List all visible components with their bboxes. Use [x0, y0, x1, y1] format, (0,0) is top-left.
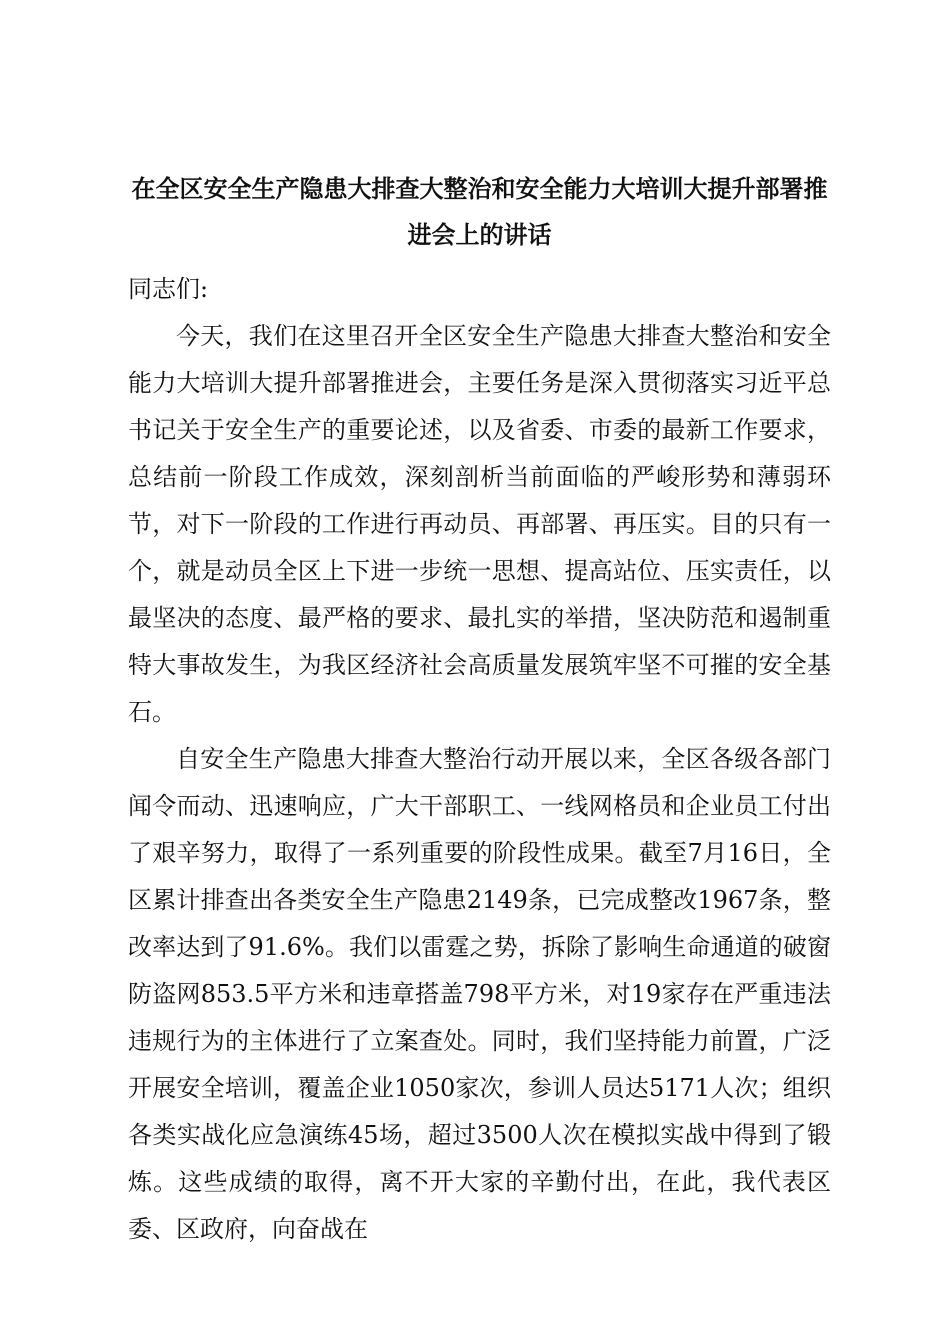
body-paragraph-2: 自安全生产隐患大排查大整治行动开展以来，全区各级各部门闻令而动、迅速响应，广大干部职工、一线网格员和企业员工付出了艰辛努力，取得了一系列重要的阶段性成果。截至7月16日，全区累计排查出各类安全生产隐患2149条，已完成整改1967条，整改率达到了91.6%。我们以雷霆之势，拆除了影响生命通道的破窗防盗网853.5平方米和违章搭盖798平方米，对19家存在严重违法违规行为的主体进行了立案查处。同时，我们坚持能力前置，广泛开展安全培训，覆盖企业1050家次，参训人员达5171人次；组织各类实战化应急演练45场，超过3500人次在模拟实战中得到了锻炼。这些成绩的取得，离不开大家的辛勤付出，在此，我代表区委、区政府，向奋战在 — [128, 745, 831, 1243]
salutation: 同志们: — [128, 275, 209, 303]
body-paragraph-1: 今天，我们在这里召开全区安全生产隐患大排查大整治和安全能力大培训大提升部署推进会，主要任务是深入贯彻落实习近平总书记关于安全生产的重要论述，以及省委、市委的最新工作要求，总结前一阶段工作成效，深刻剖析当前面临的严峻形势和薄弱环节，对下一阶段的工作进行再动员、再部署、再压实。目的只有一个，就是动员全区上下进一步统一思想、提高站位、压实责任，以最坚决的态度、最严格的要求、最扎实的举措，坚决防范和遏制重特大事故发生，为我区经济社会高质量发展筑牢坚不可摧的安全基石。 — [128, 322, 831, 726]
document-title: 在全区安全生产隐患大排查大整治和安全能力大培训大提升部署推进会上的讲话 — [131, 175, 828, 249]
document-body — [128, 266, 831, 1253]
